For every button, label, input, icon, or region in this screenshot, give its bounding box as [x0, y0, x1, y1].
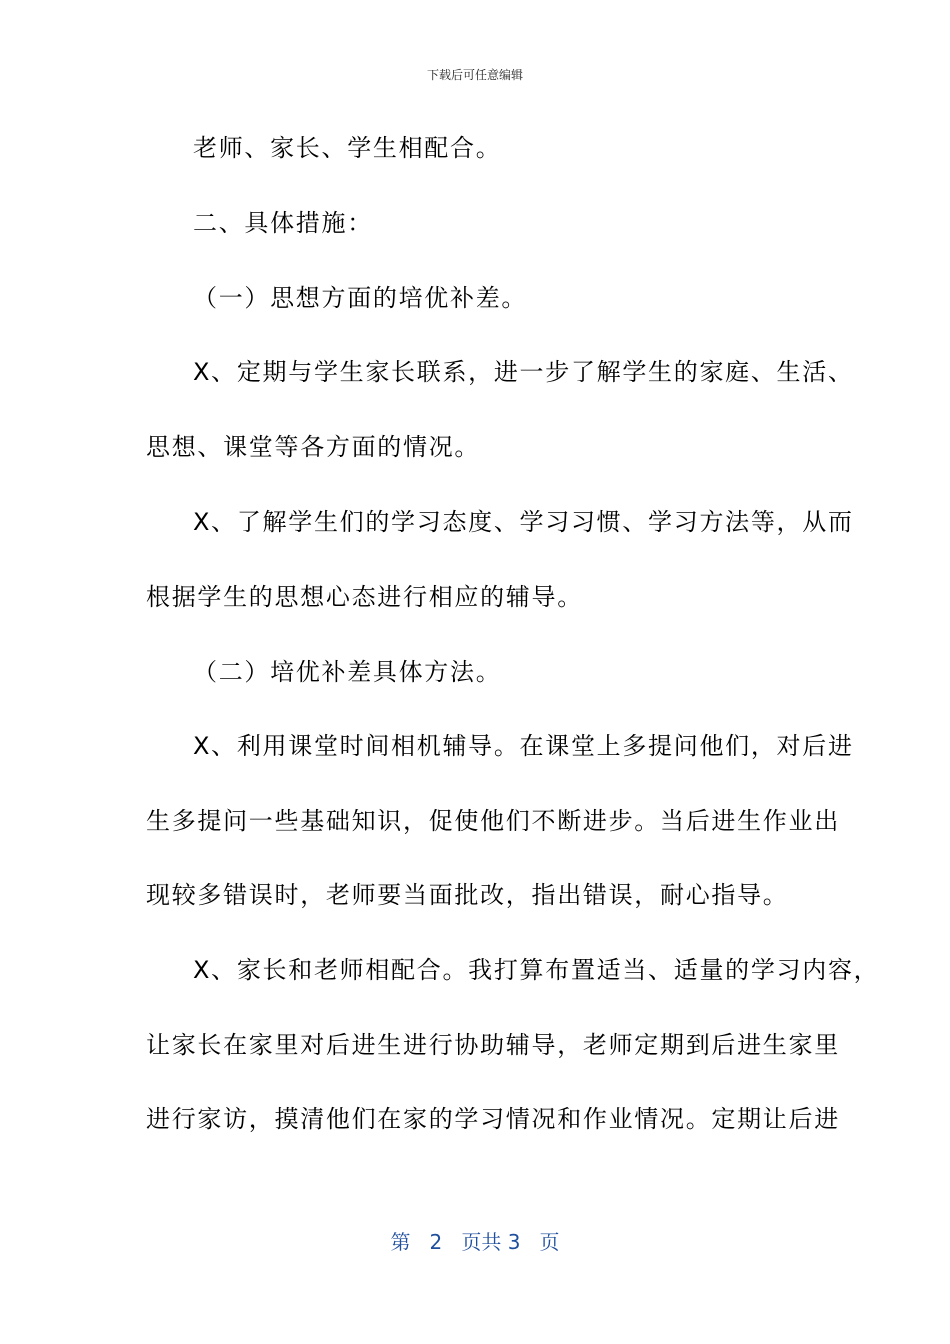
footer-prefix: 第 [390, 1230, 411, 1254]
body-line-11: 现较多错误时，老师要当面批改，指出错误，耐心指导。 [146, 881, 789, 909]
body-line-6: X、了解学生们的学习态度、学习习惯、学习方法等，从而 [193, 508, 854, 536]
body-line-10: 生多提问一些基础知识，促使他们不断进步。当后进生作业出 [146, 807, 840, 835]
body-line-12: X、家长和老师相配合。我打算布置适当、适量的学习内容， [193, 956, 880, 984]
header-note: 下载后可任意编辑 [426, 68, 523, 82]
body-line-4: X、定期与学生家长联系，进一步了解学生的家庭、生活、 [193, 358, 854, 386]
footer-total-pages: 3 [507, 1230, 521, 1254]
section-heading-measures: 二、具体措施： [193, 209, 373, 237]
footer-current-page: 2 [429, 1230, 443, 1254]
body-line-7: 根据学生的思想心态进行相应的辅导。 [146, 583, 583, 611]
subheading-methods: （二）培优补差具体方法。 [193, 658, 502, 686]
body-line-1: 老师、家长、学生相配合。 [193, 134, 502, 162]
body-line-9: X、利用课堂时间相机辅导。在课堂上多提问他们，对后进 [193, 732, 854, 760]
body-line-14: 进行家访，摸清他们在家的学习情况和作业情况。定期让后进 [146, 1105, 840, 1133]
page-footer [0, 1226, 950, 1255]
footer-middle: 页共 [461, 1230, 502, 1254]
body-line-5: 思想、课堂等各方面的情况。 [146, 433, 481, 461]
subheading-ideology: （一）思想方面的培优补差。 [193, 284, 528, 312]
body-line-13: 让家长在家里对后进生进行协助辅导，老师定期到后进生家里 [146, 1031, 840, 1059]
footer-suffix: 页 [539, 1230, 560, 1254]
